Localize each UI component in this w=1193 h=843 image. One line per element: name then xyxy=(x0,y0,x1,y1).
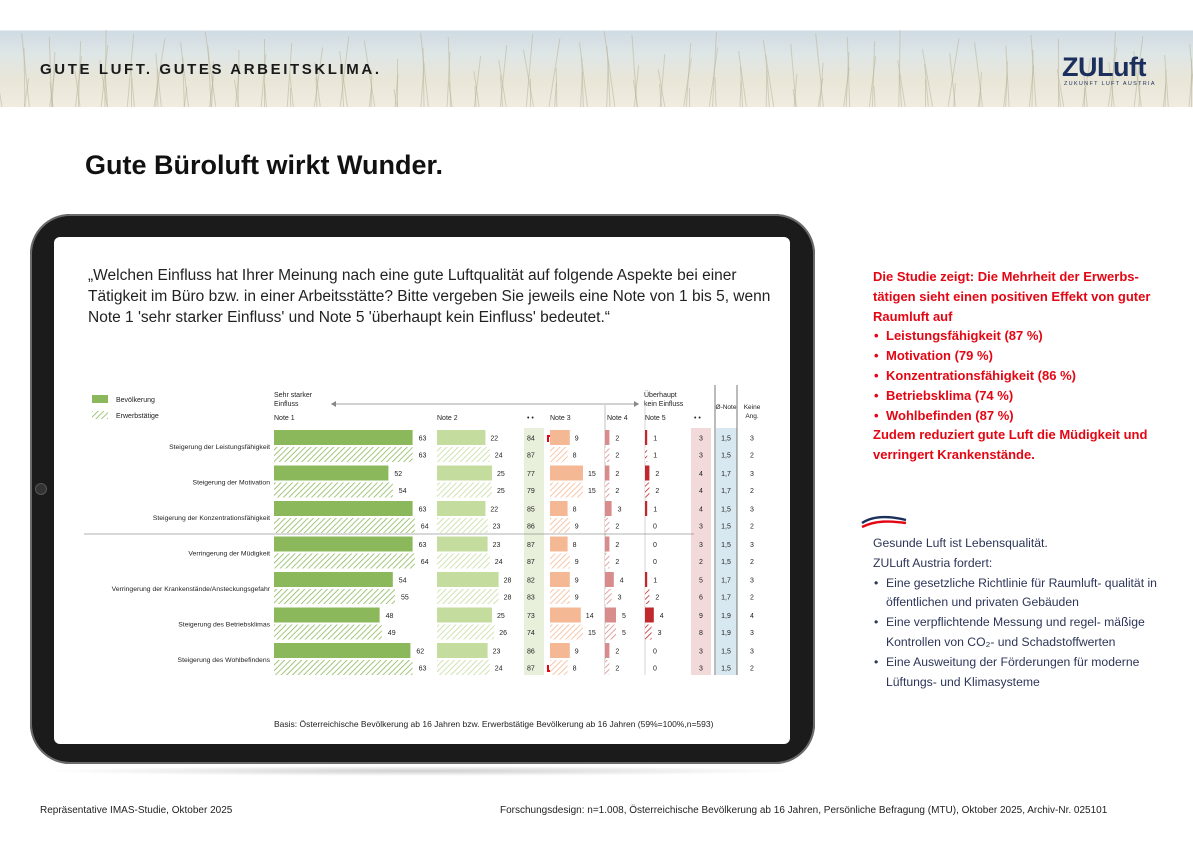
value-sum12: 74 xyxy=(527,630,535,637)
value-note1: 52 xyxy=(394,471,403,478)
value-note4: 2 xyxy=(615,542,620,549)
value-note4: 2 xyxy=(615,648,620,656)
header-banner xyxy=(0,0,1193,107)
value-note3: 9 xyxy=(574,435,579,443)
austria-flag-icon xyxy=(860,514,910,530)
value-note5: 4 xyxy=(659,613,664,620)
value-na: 2 xyxy=(750,665,754,673)
value-note3: 9 xyxy=(574,577,579,585)
banner-grass-stroke xyxy=(873,86,875,107)
value-note2: 25 xyxy=(497,488,505,495)
bar-note4 xyxy=(605,537,609,552)
bar-note2 xyxy=(437,501,485,516)
bar-note4 xyxy=(605,447,609,462)
value-note4: 2 xyxy=(615,523,620,531)
study-summary xyxy=(873,267,1173,465)
value-avg: 1,5 xyxy=(721,542,731,549)
bar-note5 xyxy=(645,608,654,623)
bar-note1 xyxy=(274,608,380,623)
slogan: GUTE LUFT. GUTES ARBEITSKLIMA. xyxy=(40,61,382,78)
value-na: 3 xyxy=(750,435,754,443)
category-label: Steigerung der Leistungsfähigkeit xyxy=(169,444,270,451)
bar-note5 xyxy=(645,483,649,498)
value-note2: 25 xyxy=(497,471,505,478)
avg-column-bg xyxy=(716,428,737,675)
bar-note1 xyxy=(274,501,413,516)
value-note5: 0 xyxy=(653,648,657,656)
value-note3: 8 xyxy=(572,542,577,549)
value-note1: 64 xyxy=(420,559,429,566)
value-na: 3 xyxy=(750,471,754,478)
value-note3: 14 xyxy=(585,613,594,620)
bar-note4 xyxy=(605,660,609,675)
legend-swatch-bevoelkerung xyxy=(92,395,108,403)
demands-line1: Gesunde Luft ist Lebensqualität. xyxy=(873,536,1048,550)
value-na: 2 xyxy=(750,594,754,602)
value-note1: 63 xyxy=(418,506,427,514)
value-sum45: 4 xyxy=(699,488,703,495)
bar-note1 xyxy=(274,554,415,569)
study-item: • Motivation (79 %) xyxy=(873,346,1173,366)
bar-note3 xyxy=(550,572,570,587)
value-avg: 1,7 xyxy=(721,577,731,585)
bar-note3 xyxy=(550,430,570,445)
bar-note2 xyxy=(437,518,488,533)
study-intro: Die Studie zeigt: Die Mehrheit der Erwerbs- tätigen sieht einen positiven Effekt von guter Raumluft auf xyxy=(873,269,1151,324)
bar-note2 xyxy=(437,430,485,445)
category-label: Verringerung der Krankenstände/Ansteckungsgefahr xyxy=(111,586,270,593)
value-note3: 15 xyxy=(588,471,596,478)
value-note4: 2 xyxy=(615,452,620,460)
bar-note2 xyxy=(437,608,492,623)
value-na: 3 xyxy=(750,542,754,549)
bar-note2 xyxy=(437,572,499,587)
bar-note3 xyxy=(550,608,581,623)
value-note2: 26 xyxy=(499,630,507,637)
tablet-camera xyxy=(36,484,46,494)
value-note1: 63 xyxy=(418,452,427,460)
value-na: 3 xyxy=(750,506,754,514)
value-note2: 24 xyxy=(494,665,503,673)
banner-grass-stroke xyxy=(131,79,132,107)
bar-note1 xyxy=(274,572,393,587)
bar-note3 xyxy=(550,447,568,462)
bar-note2 xyxy=(437,589,499,604)
value-note4: 2 xyxy=(615,665,620,673)
value-note3: 9 xyxy=(574,648,579,656)
value-note2: 24 xyxy=(494,452,503,460)
value-note5: 0 xyxy=(653,559,657,566)
value-note2: 23 xyxy=(492,648,501,656)
value-note5: 1 xyxy=(653,435,658,443)
sum45-column-bg xyxy=(691,428,711,675)
value-sum45: 4 xyxy=(699,506,703,514)
value-sum12: 79 xyxy=(527,488,535,495)
value-sum12: 84 xyxy=(527,435,535,443)
scale-right-label: Überhaupt kein Einfluss xyxy=(644,392,684,408)
value-sum45: 3 xyxy=(699,648,703,656)
value-sum12: 85 xyxy=(527,506,535,514)
value-sum45: 5 xyxy=(699,577,703,585)
column-header-note1: Note 1 xyxy=(274,415,295,422)
bar-note1 xyxy=(274,466,388,481)
bar-note3 xyxy=(550,466,583,481)
value-note1: 62 xyxy=(416,648,425,656)
bar-note4 xyxy=(605,589,612,604)
value-avg: 1,5 xyxy=(721,665,731,673)
value-note4: 3 xyxy=(617,506,622,514)
value-note4: 2 xyxy=(615,471,620,478)
value-note3: 8 xyxy=(572,452,577,460)
value-note5: 0 xyxy=(653,665,657,673)
bar-note3 xyxy=(550,483,583,498)
value-sum45: 3 xyxy=(699,452,703,460)
value-sum12: 83 xyxy=(527,594,535,602)
scale-left-label: Sehr starker Einfluss xyxy=(274,392,313,408)
value-note1: 64 xyxy=(420,523,429,531)
value-avg: 1,5 xyxy=(721,648,731,656)
bar-note4 xyxy=(605,466,609,481)
value-note4: 5 xyxy=(622,630,626,637)
bar-note1 xyxy=(274,483,393,498)
value-note3: 15 xyxy=(588,488,596,495)
value-sum45: 3 xyxy=(699,542,703,549)
value-note5: 2 xyxy=(655,471,660,478)
value-note4: 3 xyxy=(617,594,622,602)
bar-note1 xyxy=(274,518,415,533)
bar-note2 xyxy=(437,660,490,675)
sum12-column-bg xyxy=(524,428,544,675)
value-sum12: 82 xyxy=(527,577,535,585)
bar-note1 xyxy=(274,660,413,675)
value-sum45: 9 xyxy=(699,613,703,620)
value-note1: 55 xyxy=(401,594,409,602)
study-item: • Leistungsfähigkeit (87 %) xyxy=(873,326,1173,346)
value-note2: 23 xyxy=(492,542,501,549)
value-sum12: 87 xyxy=(527,665,535,673)
bar-note4 xyxy=(605,554,609,569)
value-note2: 22 xyxy=(490,435,499,443)
value-note1: 48 xyxy=(385,613,394,620)
bar-note5 xyxy=(645,625,652,640)
category-label: Steigerung des Betriebsklimas xyxy=(178,621,270,629)
value-note4: 2 xyxy=(615,559,620,566)
value-avg: 1,7 xyxy=(721,594,731,602)
value-avg: 1,5 xyxy=(721,559,731,566)
value-note4: 5 xyxy=(622,613,626,620)
value-sum45: 4 xyxy=(699,471,703,478)
bar-note4 xyxy=(605,572,614,587)
value-note5: 1 xyxy=(653,577,658,585)
value-avg: 1,7 xyxy=(721,471,731,478)
value-avg: 1,5 xyxy=(721,506,731,514)
bar-note4 xyxy=(605,625,616,640)
study-item: • Konzentrationsfähigkeit (86 %) xyxy=(873,366,1173,386)
value-sum45: 3 xyxy=(699,665,703,673)
value-note2: 28 xyxy=(503,577,512,585)
study-outro: Zudem reduziert gute Luft die Müdigkeit und verringert Krankenstände. xyxy=(873,427,1148,463)
column-header-sum12: • • xyxy=(527,415,534,422)
bar-note4 xyxy=(605,608,616,623)
chart-basis-note: Basis: Österreichische Bevölkerung ab 16 Jahren bzw. Erwerbstätige Bevölkerung ab 16 Jahren (59%=100%,n=593) xyxy=(274,719,714,729)
value-note1: 63 xyxy=(418,665,427,673)
bar-note2 xyxy=(437,643,488,658)
value-avg: 1,5 xyxy=(721,435,731,443)
value-note4: 2 xyxy=(615,435,620,443)
demand-item: • Eine Ausweitung der Förderungen für moderne Lüftungs- und Klimasysteme xyxy=(873,653,1163,693)
value-avg: 1,9 xyxy=(721,613,731,620)
banner-grass-stroke xyxy=(683,58,692,107)
value-note5: 0 xyxy=(653,542,657,549)
bar-note2 xyxy=(437,466,492,481)
bar-note2 xyxy=(437,554,490,569)
tablet-shadow xyxy=(40,766,800,776)
value-note1: 54 xyxy=(398,577,407,585)
value-na: 2 xyxy=(750,559,754,566)
bar-note4 xyxy=(605,643,609,658)
bar-note2 xyxy=(437,483,492,498)
bar-note4 xyxy=(605,518,609,533)
value-sum12: 87 xyxy=(527,452,535,460)
value-note5: 0 xyxy=(653,523,657,531)
value-sum12: 87 xyxy=(527,559,535,566)
bar-note2 xyxy=(437,447,490,462)
category-label: Steigerung des Wohlbefindens xyxy=(177,657,270,664)
value-note3: 9 xyxy=(574,559,579,566)
bar-note3 xyxy=(550,625,583,640)
bar-note3 xyxy=(550,501,568,516)
value-note4: 2 xyxy=(615,488,620,495)
survey-question: „Welchen Einfluss hat Ihrer Meinung nach eine gute Luftqualität auf folgende Aspekte bei einer Tätigkeit im Büro bzw. in einer Arbeitsstätte? Bitte vergeben Sie jeweils eine Note von 1 bis 5, wenn Note 1 'sehr starker Einfluss' und Note 5 'überhaupt kein Einfluss' bedeutet.“ xyxy=(88,267,771,326)
value-note5: 2 xyxy=(655,594,660,602)
legend-swatch-erwerbstaetige xyxy=(92,411,108,419)
logo-text: ZULuft xyxy=(1062,52,1146,82)
bar-note4 xyxy=(605,430,609,445)
footer-research-design: Forschungsdesign: n=1.008, Österreichische Bevölkerung ab 16 Jahren, Persönliche Befragung (MTU), Oktober 2025, Archiv-Nr. 025101 xyxy=(500,805,1108,816)
value-note4: 4 xyxy=(619,577,624,585)
bar-note2 xyxy=(437,625,494,640)
footer-study-label: Repräsentative IMAS-Studie, Oktober 2025 xyxy=(40,805,233,816)
bar-note5 xyxy=(645,447,647,462)
column-header-note3: Note 3 xyxy=(550,415,571,422)
bar-note2 xyxy=(437,537,488,552)
value-sum12: 86 xyxy=(527,523,535,531)
value-avg: 1,5 xyxy=(721,523,731,531)
value-sum45: 2 xyxy=(699,559,703,566)
value-note2: 22 xyxy=(490,506,499,514)
column-header-note5: Note 5 xyxy=(645,415,666,422)
value-note1: 49 xyxy=(387,630,396,637)
value-note3: 9 xyxy=(574,594,579,602)
value-note3: 15 xyxy=(588,630,596,637)
value-na: 2 xyxy=(750,523,754,531)
demands-line2: ZULuft Austria fordert: xyxy=(873,555,993,570)
bar-note3 xyxy=(550,660,568,675)
column-header-sum45: • • xyxy=(694,415,701,422)
bar-note3 xyxy=(550,589,570,604)
banner-grass-stroke xyxy=(925,79,926,107)
banner-grass-stroke xyxy=(714,77,716,107)
category-label: Steigerung der Motivation xyxy=(192,479,270,487)
value-note5: 1 xyxy=(653,452,658,460)
demand-item: • Eine gesetzliche Richtlinie für Raumluft- qualität in öffentlichen und privaten Gebäuden xyxy=(873,574,1163,614)
value-avg: 1,7 xyxy=(721,488,731,495)
value-sum45: 3 xyxy=(699,523,703,531)
legend-label-erwerbstaetige: Erwerbstätige xyxy=(116,413,159,420)
survey-chart xyxy=(84,385,772,675)
value-na: 2 xyxy=(750,452,754,460)
value-sum45: 3 xyxy=(699,435,703,443)
value-note5: 2 xyxy=(655,488,660,495)
bar-note4 xyxy=(605,483,609,498)
bar-note3 xyxy=(550,554,570,569)
value-note1: 63 xyxy=(418,542,427,549)
banner-grass-stroke xyxy=(0,89,3,107)
study-list xyxy=(873,326,1173,425)
bar-note5 xyxy=(645,466,649,481)
value-note5: 3 xyxy=(657,630,662,637)
legend-label-bevoelkerung: Bevölkerung xyxy=(116,397,155,404)
value-sum45: 6 xyxy=(699,594,703,602)
banner-grass-stroke xyxy=(1058,39,1059,107)
bar-note3 xyxy=(550,518,570,533)
banner-grass-stroke xyxy=(523,49,534,106)
value-avg: 1,9 xyxy=(721,630,731,637)
value-note3: 9 xyxy=(574,523,579,531)
bar-note5 xyxy=(645,589,649,604)
demands-block xyxy=(873,534,1163,692)
banner-grass-stroke xyxy=(689,88,690,107)
bar-note4 xyxy=(605,501,612,516)
value-na: 3 xyxy=(750,630,754,637)
value-sum12: 77 xyxy=(527,471,535,478)
value-sum12: 73 xyxy=(527,613,535,620)
bar-note5 xyxy=(645,572,647,587)
column-header-note2: Note 2 xyxy=(437,415,458,422)
value-na: 3 xyxy=(750,577,754,585)
column-header-avg: Ø-Note xyxy=(715,404,737,411)
bar-note5 xyxy=(645,430,647,445)
value-note1: 63 xyxy=(418,435,427,443)
value-note2: 25 xyxy=(497,613,505,620)
value-note2: 23 xyxy=(492,523,501,531)
bar-note1 xyxy=(274,589,395,604)
bar-note1 xyxy=(274,537,413,552)
bar-note1 xyxy=(274,625,382,640)
bar-note1 xyxy=(274,430,413,445)
zuluft-logo[interactable] xyxy=(1062,52,1162,92)
value-sum12: 86 xyxy=(527,648,535,656)
value-note5: 1 xyxy=(653,506,658,514)
value-na: 3 xyxy=(750,648,754,656)
value-note2: 28 xyxy=(503,594,512,602)
value-note1: 54 xyxy=(398,488,407,495)
category-label: Steigerung der Konzentrationsfähigkeit xyxy=(152,515,270,522)
value-sum45: 8 xyxy=(699,630,703,637)
value-avg: 1,5 xyxy=(721,452,731,460)
study-item: • Betriebsklima (74 %) xyxy=(873,386,1173,406)
value-na: 2 xyxy=(750,488,754,495)
column-header-na: Keine Ang. xyxy=(743,404,761,420)
value-note3: 8 xyxy=(572,665,577,673)
bar-note1 xyxy=(274,447,413,462)
bar-note3 xyxy=(550,537,568,552)
value-na: 4 xyxy=(750,613,754,620)
category-label: Verringerung der Müdigkeit xyxy=(188,550,270,558)
logo-subtitle: ZUKUNFT LUFT AUSTRIA xyxy=(1064,81,1156,87)
value-note3: 8 xyxy=(572,506,577,514)
bar-note1 xyxy=(274,643,410,658)
column-header-note4: Note 4 xyxy=(607,415,628,422)
page-title: Gute Büroluft wirkt Wunder. xyxy=(85,150,444,180)
demands-list xyxy=(873,574,1163,693)
demand-item: • Eine verpflichtende Messung und regel- mäßige Kontrollen von CO₂- und Schadstoffwerten xyxy=(873,613,1163,653)
bar-note3 xyxy=(550,643,570,658)
value-sum12: 87 xyxy=(527,542,535,549)
value-note2: 24 xyxy=(494,559,503,566)
study-item: • Wohlbefinden (87 %) xyxy=(873,406,1173,426)
bar-note5 xyxy=(645,501,647,516)
